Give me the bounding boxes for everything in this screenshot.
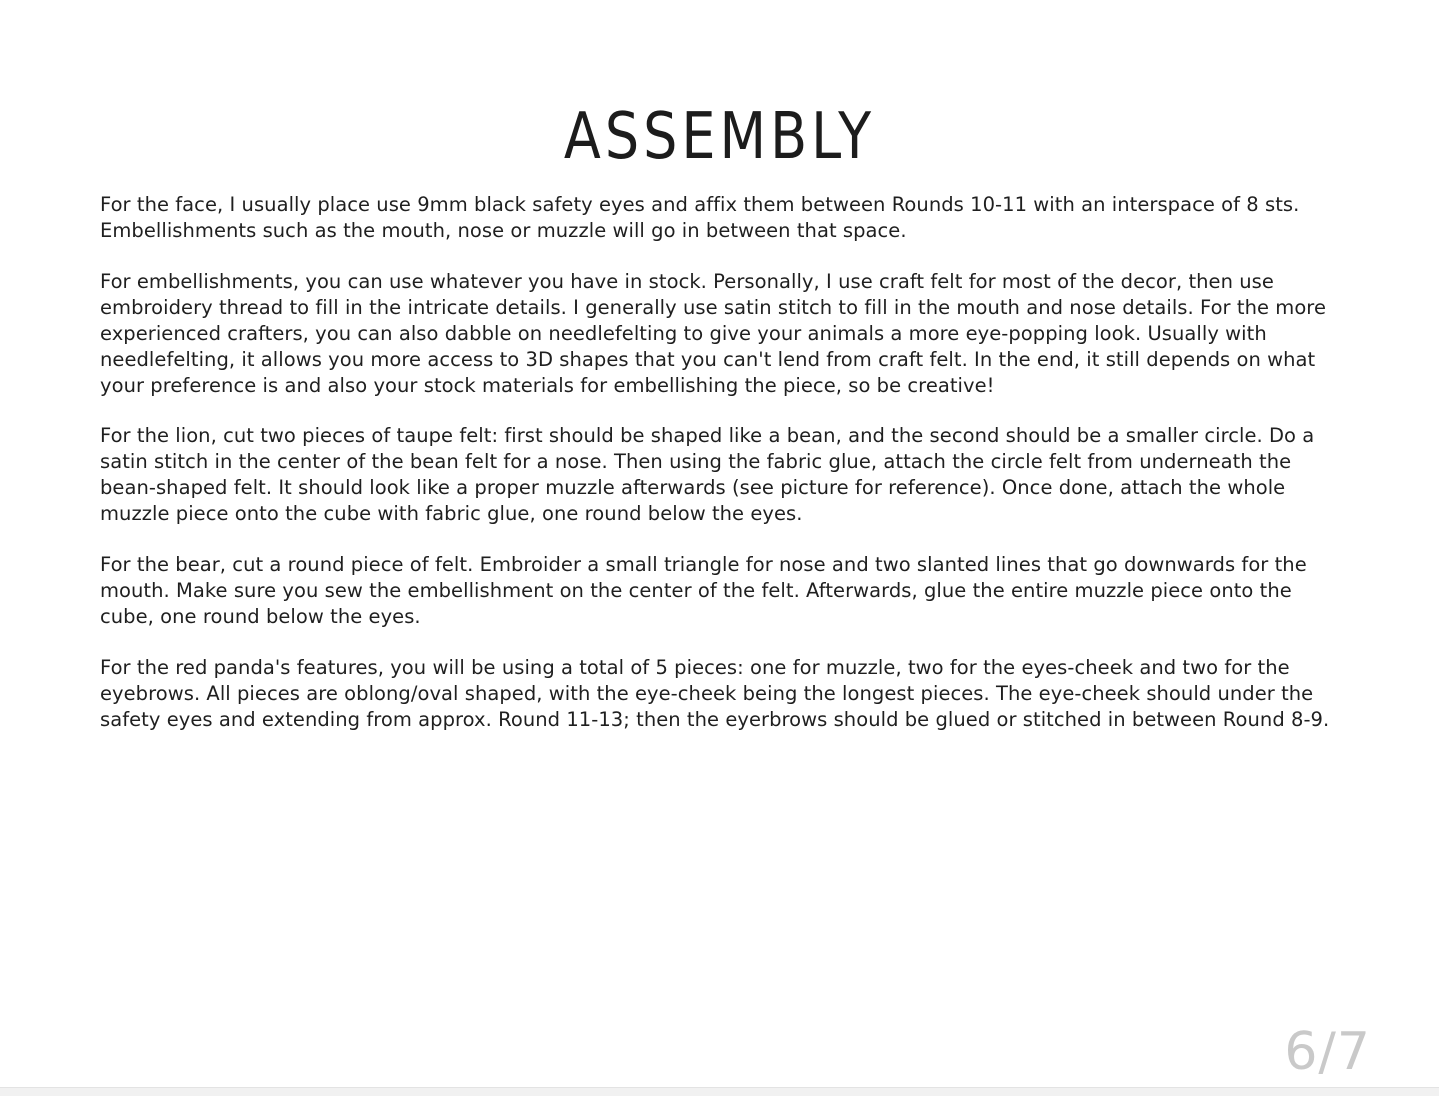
paragraph-embellishments: For embellishments, you can use whatever you have in stock. Personally, I use craft felt for most of the decor, then use embroidery thread to fill in the intricate details. I generally use satin stitch to fill in the mouth and nose details. For the more experienced crafters, you can also dabble on needlefelting to give your animals a more eye-popping look. Usually with needlefelting, it allows you more access to 3D shapes that you can't lend from craft felt. In the end, it still depends on what your preference is and also your stock materials for embellishing the piece, so be creative!	[100, 269, 1326, 397]
paragraph-bear: For the bear, cut a round piece of felt. Embroider a small triangle for nose and two slanted lines that go downwards for the mouth. Make sure you sew the embellishment on the center of the felt. Afterwards, glue the entire muzzle piece onto the cube, one round below the eyes.	[100, 553, 1307, 628]
paragraph-face: For the face, I usually place use 9mm black safety eyes and affix them between Rounds 10-11 with an interspace of 8 sts. Embellishments such as the mouth, nose or muzzle will go in between that space.	[100, 193, 1300, 242]
page-title: ASSEMBLY	[563, 99, 876, 174]
page-number: 6/7	[1284, 1022, 1371, 1082]
paragraph-red-panda: For the red panda's features, you will be using a total of 5 pieces: one for muzzle, two for the eyes-cheek and two for the eyebrows. All pieces are oblong/oval shaped, with the eye-cheek being the longest pieces. The eye-cheek should under the safety eyes and extending from approx. Round 11-13; then the eyerbrows should be glued or stitched in between Round 8-9.	[100, 655, 1330, 731]
page-bottom-divider	[0, 1087, 1439, 1096]
document-body	[100, 192, 1332, 733]
paragraph-lion: For the lion, cut two pieces of taupe felt: first should be shaped like a bean, and the second should be a smaller circle. Do a satin stitch in the center of the bean felt for a nose. Then using the fabric glue, attach the circle felt from underneath the bean-shaped felt. It should look like a proper muzzle afterwards (see picture for reference). Once done, attach the whole muzzle piece onto the cube with fabric glue, one round below the eyes.	[100, 424, 1315, 526]
